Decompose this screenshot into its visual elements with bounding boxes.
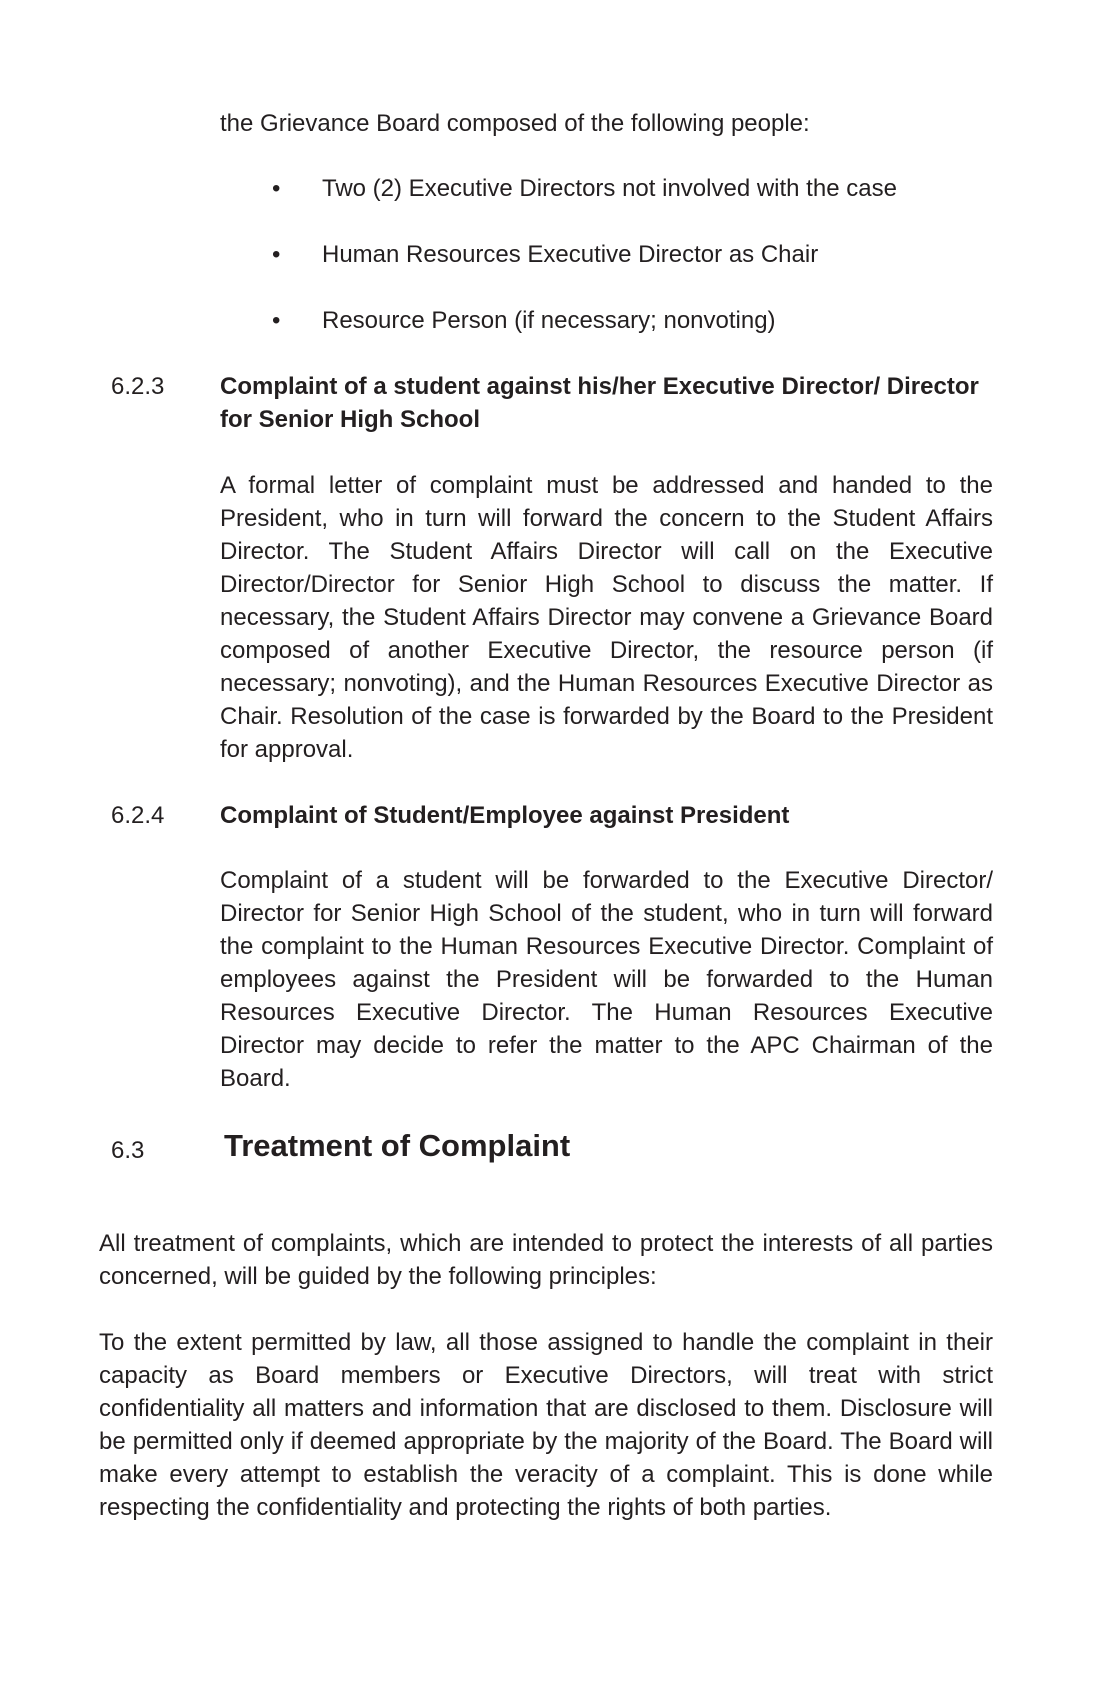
board-members-list: [272, 172, 1002, 370]
list-item: [272, 304, 1002, 337]
section-heading: Treatment of Complaint: [224, 1128, 571, 1163]
section-body: A formal letter of complaint must be addressed and handed to the President, who in turn will forward the concern to the Student Affairs Director. The Student Affairs Director will call on the Executive Director/Director for Senior High School to discuss the matter. If necessary, the Student Affairs Director may convene a Grievance Board composed of another Executive Director, the resource person (if necessary; nonvoting), and the Human Resources Executive Director as Chair. Resolution of the case is forwarded by the Board to the President for approval.: [220, 472, 993, 763]
section-body: Complaint of a student will be forwarded to the Executive Director/ Director for Senior High School of the student, who in turn will forward the complaint to the Human Resources Executive Director. Complaint of employees against the President will be forwarded to the Human Resources Executive Director. The Human Resources Executive Director may decide to refer the matter to the APC Chairman of the Board.: [220, 867, 993, 1092]
paragraph: To the extent permitted by law, all those assigned to handle the complaint in their capacity as Board members or Executive Directors, will treat with strict confidentiality all matters and information that are disclosed to them. Disclosure will be permitted only if deemed appropriate by the majority of the Board. The Board will make every attempt to establish the veracity of a complaint. This is done while respecting the confidentiality and protecting the rights of both parties.: [99, 1329, 993, 1521]
list-item-text: Resource Person (if necessary; nonvoting): [322, 307, 776, 334]
bullet-icon: •: [272, 175, 281, 202]
section-title: Complaint of Student/Employee against President: [220, 802, 790, 829]
paragraph: All treatment of complaints, which are intended to protect the interests of all parties concerned, will be guided by the following principles:: [99, 1230, 993, 1290]
section-number: 6.2.3: [111, 373, 165, 400]
bullet-icon: •: [272, 241, 281, 268]
section-number: 6.3: [111, 1137, 145, 1164]
list-item: [272, 238, 1002, 271]
section-title: Complaint of a student against his/her Executive Director/ Director for Senior High School: [220, 373, 979, 433]
section-number: 6.2.4: [111, 802, 165, 829]
list-item-text: Two (2) Executive Directors not involved with the case: [322, 175, 897, 202]
bullet-icon: •: [272, 307, 281, 334]
intro-text: the Grievance Board composed of the following people:: [220, 110, 810, 137]
list-item-text: Human Resources Executive Director as Chair: [322, 241, 819, 268]
list-item: [272, 172, 1002, 205]
